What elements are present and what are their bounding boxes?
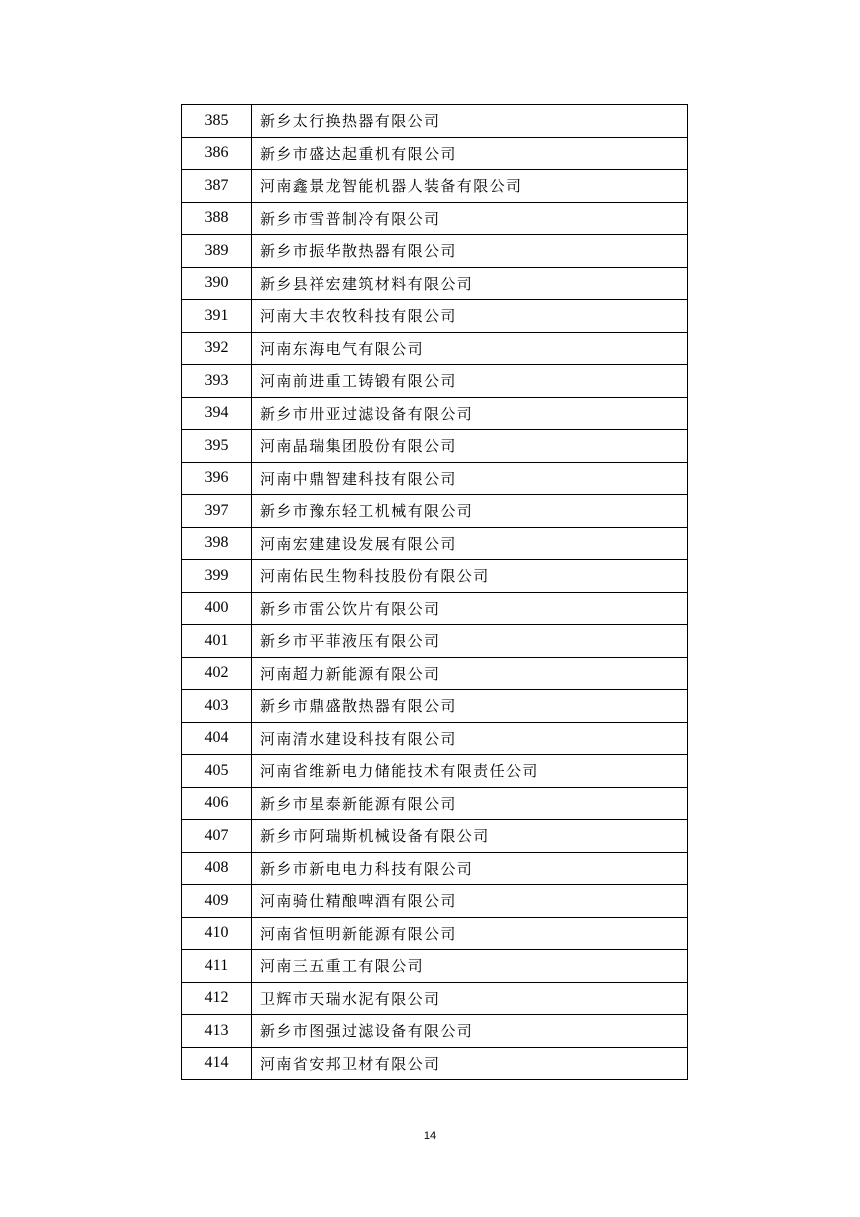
company-name: 河南省维新电力储能技术有限责任公司 — [252, 755, 688, 788]
row-number: 399 — [182, 560, 252, 593]
table-row — [182, 170, 688, 203]
row-number: 403 — [182, 690, 252, 723]
row-number: 391 — [182, 300, 252, 333]
row-number: 395 — [182, 430, 252, 463]
row-number: 389 — [182, 235, 252, 268]
company-name: 新乡市新电电力科技有限公司 — [252, 852, 688, 885]
table-row — [182, 982, 688, 1015]
company-name: 卫辉市天瑞水泥有限公司 — [252, 982, 688, 1015]
company-name: 新乡市鼎盛散热器有限公司 — [252, 690, 688, 723]
company-name: 新乡市雷公饮片有限公司 — [252, 592, 688, 625]
table-row — [182, 1047, 688, 1080]
table-row — [182, 105, 688, 138]
company-name: 新乡太行换热器有限公司 — [252, 105, 688, 138]
table-row — [182, 950, 688, 983]
company-name: 新乡市平菲液压有限公司 — [252, 625, 688, 658]
company-name: 河南清水建设科技有限公司 — [252, 722, 688, 755]
table-row — [182, 592, 688, 625]
company-name: 河南晶瑞集团股份有限公司 — [252, 430, 688, 463]
row-number: 388 — [182, 202, 252, 235]
table-row — [182, 202, 688, 235]
company-name: 新乡市豫东轻工机械有限公司 — [252, 495, 688, 528]
row-number: 413 — [182, 1015, 252, 1048]
company-name: 新乡市阿瑞斯机械设备有限公司 — [252, 820, 688, 853]
row-number: 414 — [182, 1047, 252, 1080]
table-row — [182, 365, 688, 398]
row-number: 385 — [182, 105, 252, 138]
row-number: 400 — [182, 592, 252, 625]
company-name: 河南中鼎智建科技有限公司 — [252, 462, 688, 495]
table-row — [182, 657, 688, 690]
row-number: 404 — [182, 722, 252, 755]
company-name: 河南三五重工有限公司 — [252, 950, 688, 983]
table-row — [182, 462, 688, 495]
company-list-table — [181, 104, 688, 1080]
row-number: 390 — [182, 267, 252, 300]
company-name: 新乡市盛达起重机有限公司 — [252, 137, 688, 170]
row-number: 410 — [182, 917, 252, 950]
row-number: 412 — [182, 982, 252, 1015]
row-number: 411 — [182, 950, 252, 983]
company-name: 新乡市雪普制冷有限公司 — [252, 202, 688, 235]
company-name: 新乡县祥宏建筑材料有限公司 — [252, 267, 688, 300]
table-row — [182, 527, 688, 560]
table-row — [182, 722, 688, 755]
row-number: 393 — [182, 365, 252, 398]
company-name: 河南大丰农牧科技有限公司 — [252, 300, 688, 333]
company-name: 河南东海电气有限公司 — [252, 332, 688, 365]
table-row — [182, 560, 688, 593]
row-number: 394 — [182, 397, 252, 430]
company-name: 新乡市卅亚过滤设备有限公司 — [252, 397, 688, 430]
row-number: 396 — [182, 462, 252, 495]
row-number: 402 — [182, 657, 252, 690]
row-number: 406 — [182, 787, 252, 820]
row-number: 386 — [182, 137, 252, 170]
row-number: 387 — [182, 170, 252, 203]
row-number: 397 — [182, 495, 252, 528]
company-name: 河南前进重工铸锻有限公司 — [252, 365, 688, 398]
row-number: 408 — [182, 852, 252, 885]
company-name: 河南超力新能源有限公司 — [252, 657, 688, 690]
table-row — [182, 397, 688, 430]
row-number: 407 — [182, 820, 252, 853]
table-row — [182, 267, 688, 300]
row-number: 409 — [182, 885, 252, 918]
table-row — [182, 495, 688, 528]
table-row — [182, 885, 688, 918]
table-row — [182, 690, 688, 723]
company-name: 新乡市振华散热器有限公司 — [252, 235, 688, 268]
table-row — [182, 755, 688, 788]
company-name: 河南佑民生物科技股份有限公司 — [252, 560, 688, 593]
company-name: 河南骑仕精酿啤酒有限公司 — [252, 885, 688, 918]
row-number: 401 — [182, 625, 252, 658]
row-number: 405 — [182, 755, 252, 788]
company-name: 河南省恒明新能源有限公司 — [252, 917, 688, 950]
company-list-body — [182, 105, 688, 1080]
page-number: 14 — [423, 1130, 437, 1142]
table-row — [182, 1015, 688, 1048]
company-name: 新乡市星泰新能源有限公司 — [252, 787, 688, 820]
company-name: 河南宏建建设发展有限公司 — [252, 527, 688, 560]
row-number: 398 — [182, 527, 252, 560]
table-row — [182, 820, 688, 853]
table-row — [182, 332, 688, 365]
row-number: 392 — [182, 332, 252, 365]
table-row — [182, 235, 688, 268]
table-row — [182, 430, 688, 463]
table-row — [182, 300, 688, 333]
table-row — [182, 852, 688, 885]
table-row — [182, 137, 688, 170]
company-name: 新乡市图强过滤设备有限公司 — [252, 1015, 688, 1048]
table-row — [182, 625, 688, 658]
table-row — [182, 917, 688, 950]
company-name: 河南省安邦卫材有限公司 — [252, 1047, 688, 1080]
table-row — [182, 787, 688, 820]
company-name: 河南鑫景龙智能机器人装备有限公司 — [252, 170, 688, 203]
